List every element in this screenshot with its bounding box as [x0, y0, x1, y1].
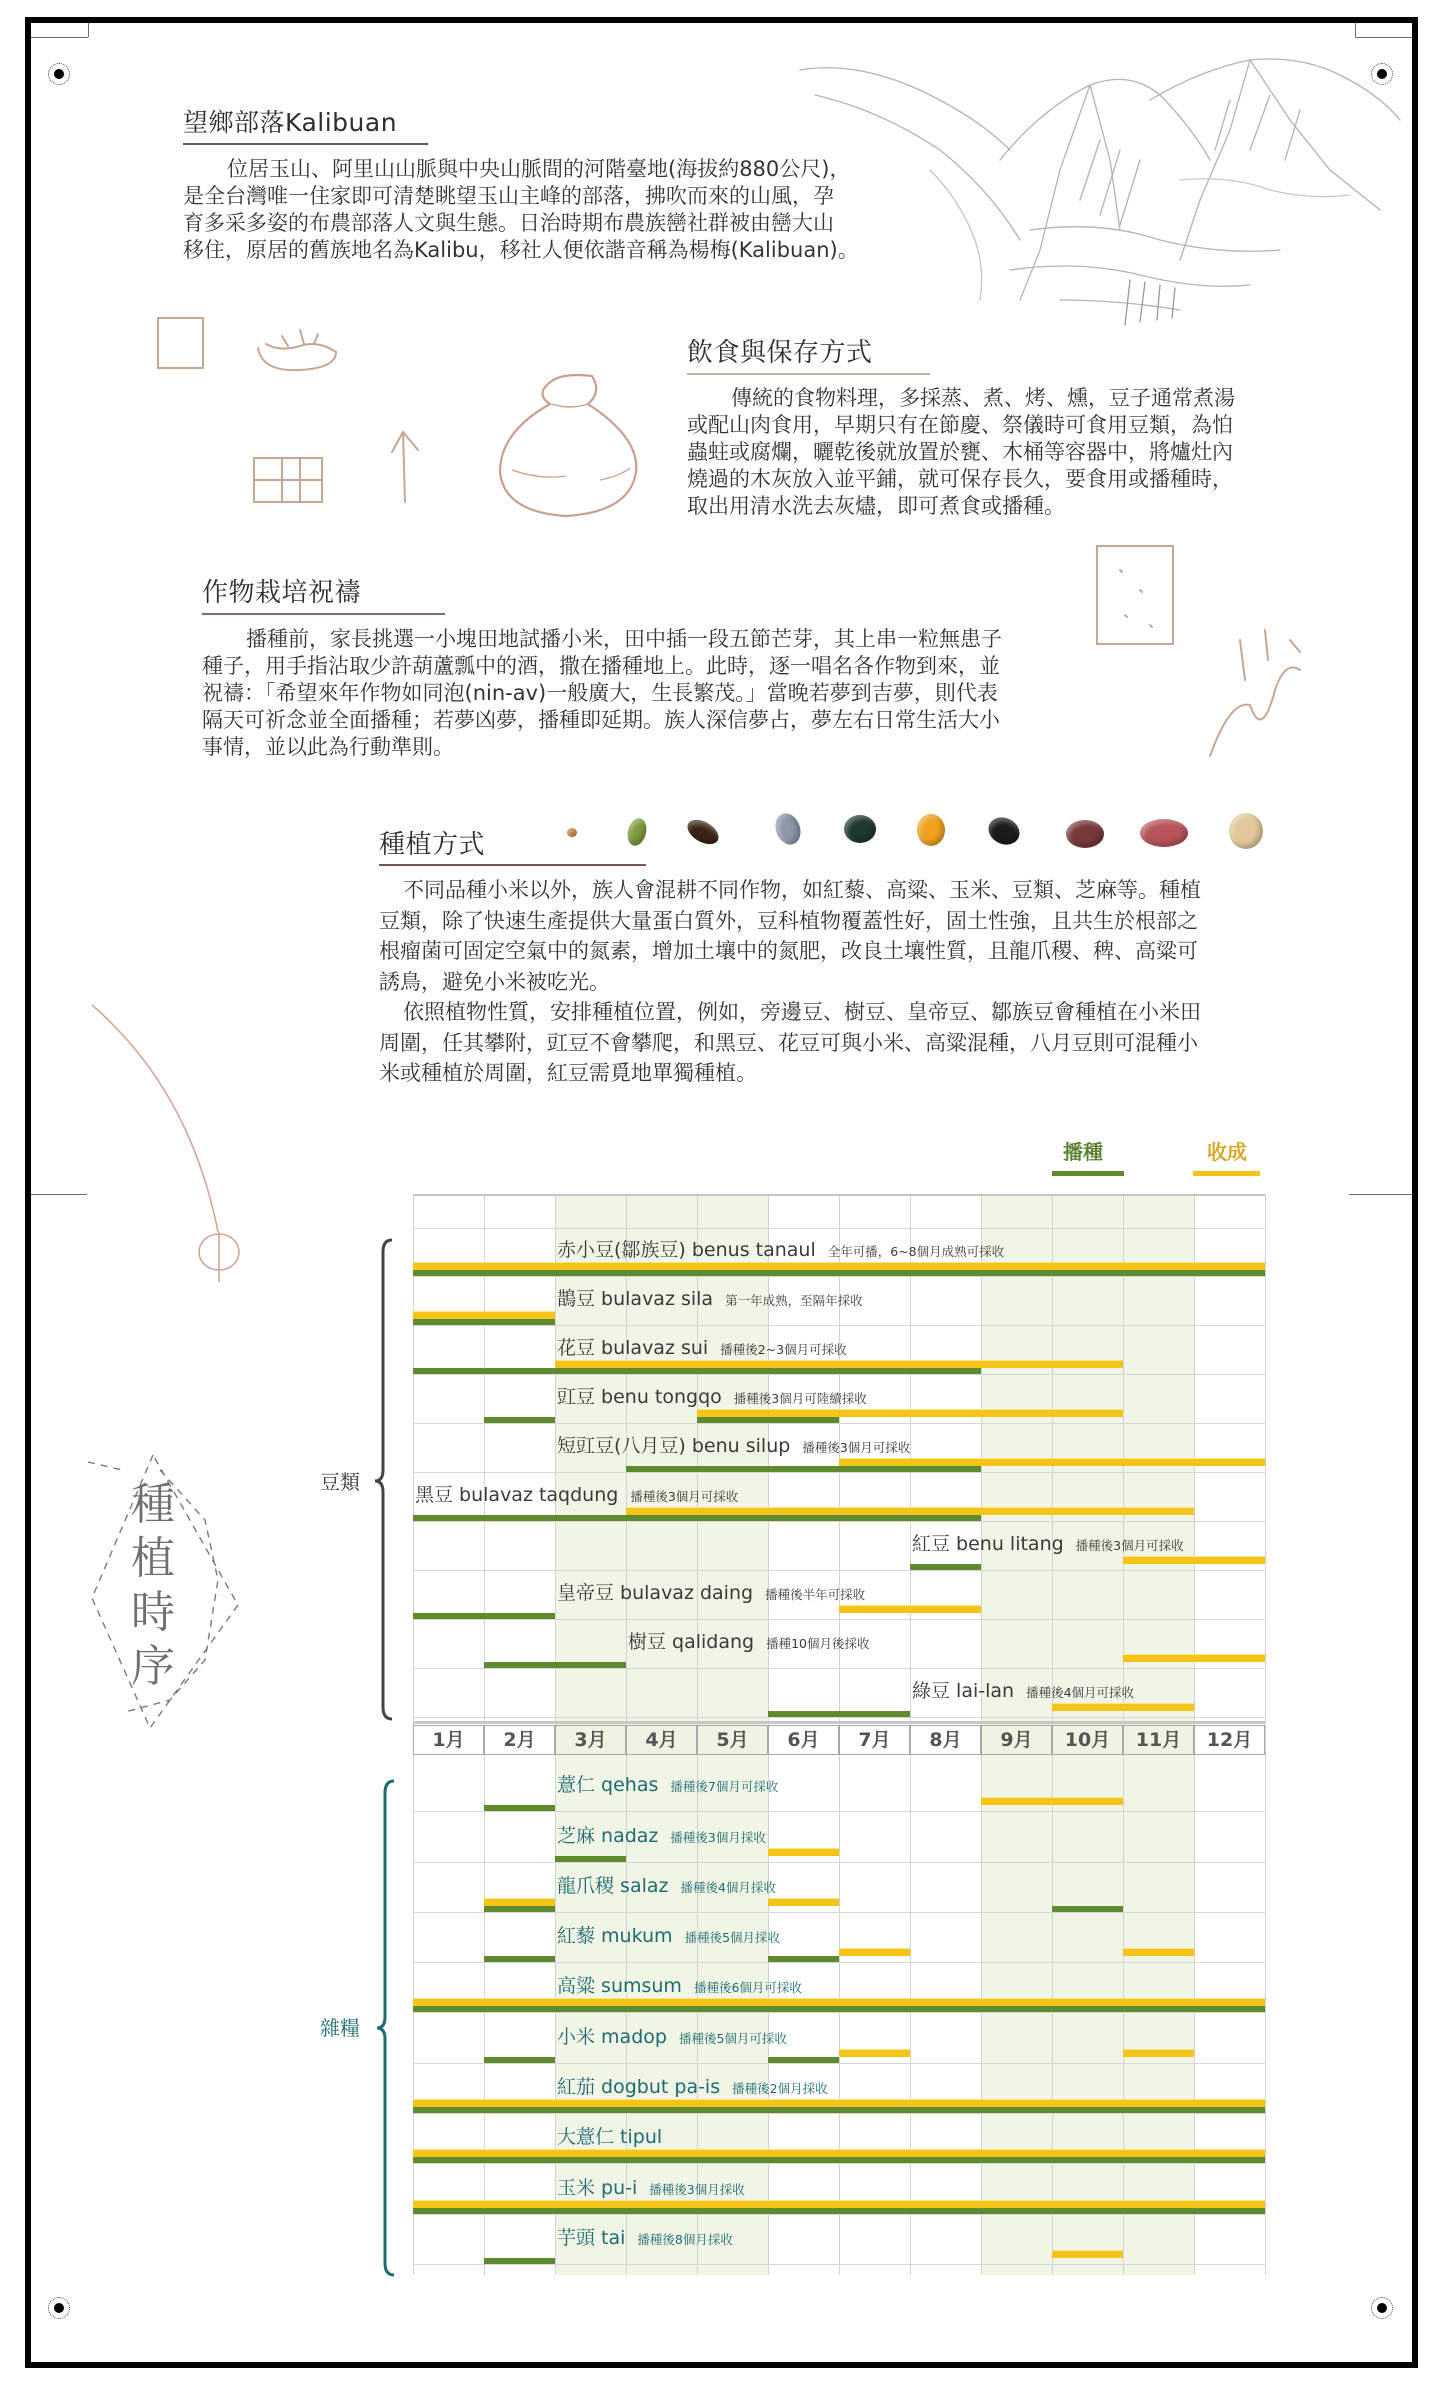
side-title-char: 時 [131, 1587, 175, 1638]
text-line: 誘鳥，避免小米被吃光。 [379, 969, 610, 994]
harvest-bar [555, 1361, 1123, 1368]
legend-sow-swatch [1052, 1171, 1124, 1176]
section-heading-kalibuan: 望鄉部落Kalibuan [183, 108, 398, 137]
registration-mark-icon [48, 2297, 70, 2319]
crop-label [557, 1435, 910, 1459]
harvest-note: 播種後半年可採收 [765, 1587, 866, 1602]
side-title-char: 植 [131, 1533, 175, 1584]
crop-name: 鵲豆 bulavaz sila [557, 1288, 714, 1310]
harvest-bar [1123, 1949, 1194, 1956]
section-heading-food: 飲食與保存方式 [687, 338, 873, 368]
crop-label [557, 2076, 828, 2100]
crop-mark-mid-right [1349, 1194, 1412, 1195]
registration-mark-icon [48, 63, 70, 85]
harvest-note: 播種後5個月可採收 [678, 2030, 787, 2046]
chart-row [413, 1669, 1265, 1718]
harvest-note: 播種10個月後採收 [766, 1636, 870, 1651]
heading-underline [183, 143, 428, 145]
crop-mark-top-right-v [1355, 23, 1356, 37]
group-label-beans: 豆類 [320, 1470, 360, 1494]
beige-seed-icon [1229, 813, 1263, 849]
chart-row [413, 1812, 1265, 1862]
month-label: 7月 [839, 1725, 910, 1755]
month-label: 3月 [555, 1725, 626, 1755]
paragraph-planting [379, 875, 1201, 1089]
harvest-bar [981, 1798, 1123, 1805]
month-label: 6月 [768, 1725, 839, 1755]
crop-label [557, 1337, 847, 1361]
crop-label [415, 1484, 738, 1508]
legend-sow-label: 播種 [1063, 1140, 1103, 1164]
crop-name: 短豇豆(八月豆) benu silup [557, 1435, 791, 1457]
text-line: 米或種植於周圍，紅豆需覓地單獨種植。 [379, 1061, 757, 1085]
month-label: 9月 [981, 1725, 1052, 1755]
grid-vertical-line [1265, 1194, 1266, 2275]
month-label: 4月 [626, 1725, 697, 1755]
month-axis [413, 1721, 1265, 1756]
chart-row [413, 1620, 1265, 1669]
side-title-char: 種 [131, 1479, 175, 1530]
text-line: 蟲蛀或腐爛，曬乾後就放置於甕、木桶等容器中，將爐灶內 [687, 440, 1233, 464]
harvest-bar [1052, 1704, 1194, 1711]
chart-row [413, 1375, 1265, 1424]
section-heading-prayer: 作物栽培祝禱 [202, 578, 362, 608]
crop-name: 薏仁 qehas [557, 1774, 659, 1797]
crop-mark-top-right-h [1355, 37, 1412, 38]
crop-name: 樹豆 qalidang [628, 1631, 755, 1653]
heading-underline [202, 613, 445, 615]
harvest-note: 播種後4個月採收 [680, 1879, 776, 1895]
month-label: 10月 [1052, 1725, 1123, 1755]
crop-label [557, 1975, 802, 1999]
text-line: 事情，並以此為行動準則。 [202, 735, 454, 759]
dark-red-bean-icon [1066, 820, 1104, 848]
harvest-note: 播種後4個月可採收 [1026, 1685, 1135, 1700]
text-line: 周圍，任其攀附，豇豆不會攀爬，和黑豆、花豆可與小米、高粱混種，八月豆則可混種小 [379, 1030, 1198, 1055]
crop-label [912, 1533, 1184, 1557]
harvest-bar [413, 1263, 1265, 1270]
crop-label [628, 1631, 870, 1655]
grid-top-line [413, 1194, 1265, 1196]
harvest-bar [839, 2050, 910, 2057]
chart-row [413, 1913, 1265, 1963]
crop-name: 黑豆 bulavaz taqdung [415, 1484, 619, 1506]
harvest-note: 播種後2~3個月可採收 [720, 1342, 847, 1357]
side-title-vertical [128, 1478, 178, 1694]
crop-name: 紅藜 mukum [557, 1925, 673, 1948]
crop-label [557, 1925, 780, 1949]
chart-row [413, 2064, 1265, 2114]
chart-row [413, 2164, 1265, 2214]
text-line: 或配山肉食用，早期只有在節慶、祭儀時可食用豆類，為怕 [687, 413, 1233, 437]
harvest-bar [768, 1849, 839, 1856]
chart-row [413, 1326, 1265, 1375]
chart-row [413, 2013, 1265, 2063]
crop-name: 高粱 sumsum [557, 1975, 682, 1998]
harvest-bar [413, 2150, 1265, 2157]
harvest-note: 播種後6個月可採收 [693, 1980, 802, 1996]
text-line: 祝禱：「希望來年作物如同泡(nin-av)一般廣大，生長繁茂。」當晚若夢到吉夢，則代表 [202, 681, 998, 705]
harvest-note: 播種後3個月採收 [649, 2181, 745, 2197]
chart-row [413, 1963, 1265, 2013]
planting-calendar-chart [413, 1194, 1265, 2275]
chart-row [413, 1522, 1265, 1571]
crop-mark-mid-left [31, 1194, 87, 1195]
harvest-bar [839, 1949, 910, 1956]
month-label: 2月 [484, 1725, 555, 1755]
chart-row [413, 2215, 1265, 2265]
harvest-bar [1123, 1557, 1265, 1564]
harvest-note: 播種後3個月採收 [670, 1829, 766, 1845]
crop-name: 玉米 pu-i [557, 2176, 638, 2199]
harvest-bar [484, 1899, 555, 1906]
harvest-bar [413, 1312, 555, 1319]
harvest-note: 播種後2個月採收 [732, 2081, 828, 2097]
harvest-note: 播種後3個月可採收 [630, 1489, 739, 1504]
crop-mark-top-left-h [31, 37, 88, 38]
crop-name: 芋頭 tai [557, 2226, 626, 2249]
crop-label [557, 2026, 787, 2050]
heading-underline [379, 864, 646, 866]
crop-label [557, 1875, 776, 1899]
crop-label [557, 2177, 745, 2201]
harvest-bar [697, 1410, 1123, 1417]
text-line: 燒過的木灰放入並平鋪，就可保存長久，要食用或播種時， [687, 467, 1233, 491]
month-label: 12月 [1194, 1725, 1265, 1755]
crop-name: 花豆 bulavaz sui [557, 1337, 709, 1359]
crop-label [557, 1582, 865, 1606]
crop-label [557, 2126, 662, 2149]
side-title-char: 序 [131, 1641, 175, 1692]
harvest-note: 播種後5個月採收 [684, 1930, 781, 1946]
text-line: 是全台灣唯一住家即可清楚眺望玉山主峰的部落，拂吹而來的山風，孕 [183, 184, 834, 208]
crop-name: 紅茄 dogbut pa-is [557, 2076, 721, 2099]
text-line: 取出用清水洗去灰燼，即可煮食或播種。 [687, 494, 1065, 518]
chart-row [413, 1424, 1265, 1473]
crop-label [557, 1774, 778, 1798]
paragraph-food [687, 385, 1235, 520]
registration-mark-icon [1371, 2297, 1393, 2319]
harvest-note: 全年可播，6~8個月成熟可採收 [827, 1244, 1005, 1259]
legend-harvest-label: 收成 [1207, 1140, 1247, 1164]
crop-name: 綠豆 lai-lan [912, 1680, 1015, 1702]
harvest-bar [1123, 2050, 1194, 2057]
harvest-bar [413, 2100, 1265, 2107]
crop-name: 大薏仁 tipul [557, 2126, 663, 2149]
text-line: 根瘤菌可固定空氣中的氮素，增加土壤中的氮肥，改良土壤性質，且龍爪稷、稗、高粱可 [379, 939, 1198, 963]
chart-row [413, 1762, 1265, 1812]
harvest-bar [413, 1999, 1265, 2006]
harvest-note: 第一年成熟，至隔年採收 [725, 1293, 863, 1308]
harvest-note: 播種後8個月採收 [637, 2231, 733, 2247]
harvest-bar [413, 2201, 1265, 2208]
month-label: 5月 [697, 1725, 768, 1755]
section-heading-planting: 種植方式 [379, 830, 486, 860]
text-line: 育多采多姿的布農部落人文與生態。日治時期布農族巒社群被由巒大山 [183, 211, 834, 235]
harvest-bar [839, 1459, 1265, 1466]
dark-green-bean-icon [844, 815, 876, 843]
crop-name: 芝麻 nadaz [557, 1824, 659, 1847]
yellow-corn-kernel-icon [917, 814, 945, 846]
chart-row [413, 1571, 1265, 1620]
crop-label [557, 1825, 766, 1849]
crop-label [557, 1288, 863, 1312]
harvest-bar [1052, 2251, 1123, 2258]
harvest-note: 播種後7個月可採收 [670, 1779, 779, 1795]
crop-label [557, 2227, 733, 2251]
crop-name: 紅豆 benu litang [912, 1533, 1064, 1555]
text-line: 播種前，家長挑選一小塊田地試播小米，田中插一段五節芒芽，其上串一粒無患子 [246, 627, 1002, 651]
crop-label [557, 1239, 1004, 1263]
harvest-bar [626, 1508, 1194, 1515]
crop-label [557, 1386, 867, 1410]
text-line: 豆類，除了快速生產提供大量蛋白質外，豆科植物覆蓋性好，固土性強，且共生於根部之 [379, 908, 1198, 933]
month-label: 1月 [413, 1725, 484, 1755]
harvest-note: 播種後3個月可採收 [802, 1440, 911, 1455]
text-line: 依照植物性質，安排種植位置，例如，旁邊豆、樹豆、皇帝豆、鄒族豆會種植在小米田 [403, 1000, 1201, 1024]
chart-row [413, 1277, 1265, 1326]
harvest-bar [839, 1606, 981, 1613]
harvest-bar [1123, 1655, 1265, 1662]
month-label: 8月 [910, 1725, 981, 1755]
text-line: 隔天可祈念並全面播種；若夢凶夢，播種即延期。族人深信夢占，夢左右日常生活大小 [202, 708, 1000, 732]
group-label-grains: 雜糧 [320, 2016, 360, 2040]
crop-mark-top-left-v [88, 23, 89, 37]
crop-label [912, 1680, 1134, 1704]
small-orange-seed-icon [567, 828, 577, 837]
text-line: 位居玉山、阿里山山脈與中央山脈間的河階臺地(海拔約880公尺)， [227, 157, 851, 181]
text-line: 種子，用手指沾取少許葫蘆瓢中的酒，撒在播種地上。此時，逐一唱名各作物到來，並 [202, 654, 1000, 678]
red-kidney-bean-icon [1140, 819, 1188, 847]
chart-row [413, 2114, 1265, 2164]
heading-underline [687, 373, 930, 375]
crop-name: 龍爪稷 salaz [557, 1874, 669, 1897]
row-divider [413, 1717, 1265, 1718]
bean-rows [413, 1228, 1265, 1718]
chart-row [413, 1473, 1265, 1522]
paragraph-prayer [202, 626, 1002, 761]
month-label: 11月 [1123, 1725, 1194, 1755]
registration-mark-icon [1371, 63, 1393, 85]
legend-harvest-swatch [1193, 1171, 1260, 1176]
chart-row [413, 1863, 1265, 1913]
crop-name: 赤小豆(鄒族豆) benus tanaul [557, 1239, 816, 1261]
text-line: 不同品種小米以外，族人會混耕不同作物，如紅藜、高粱、玉米、豆類、芝麻等。種植 [403, 878, 1201, 902]
chart-row [413, 1228, 1265, 1277]
harvest-bar [768, 1899, 839, 1906]
crop-name: 皇帝豆 bulavaz daing [557, 1582, 754, 1604]
text-line: 移住，原居的舊族地名為Kalibu，移社人便依諧音稱為楊梅(Kalibuan)。 [183, 238, 859, 262]
paragraph-kalibuan [183, 156, 859, 264]
crop-name: 豇豆 benu tongqo [557, 1386, 722, 1408]
crop-name: 小米 madop [557, 2025, 667, 2048]
row-divider [413, 2264, 1265, 2265]
harvest-note: 播種後3個月可採收 [1075, 1538, 1184, 1553]
grain-rows [413, 1762, 1265, 2265]
text-line: 傳統的食物料理，多採蒸、煮、烤、燻，豆子通常煮湯 [731, 386, 1235, 410]
harvest-note: 播種後3個月可陸續採收 [733, 1391, 867, 1406]
